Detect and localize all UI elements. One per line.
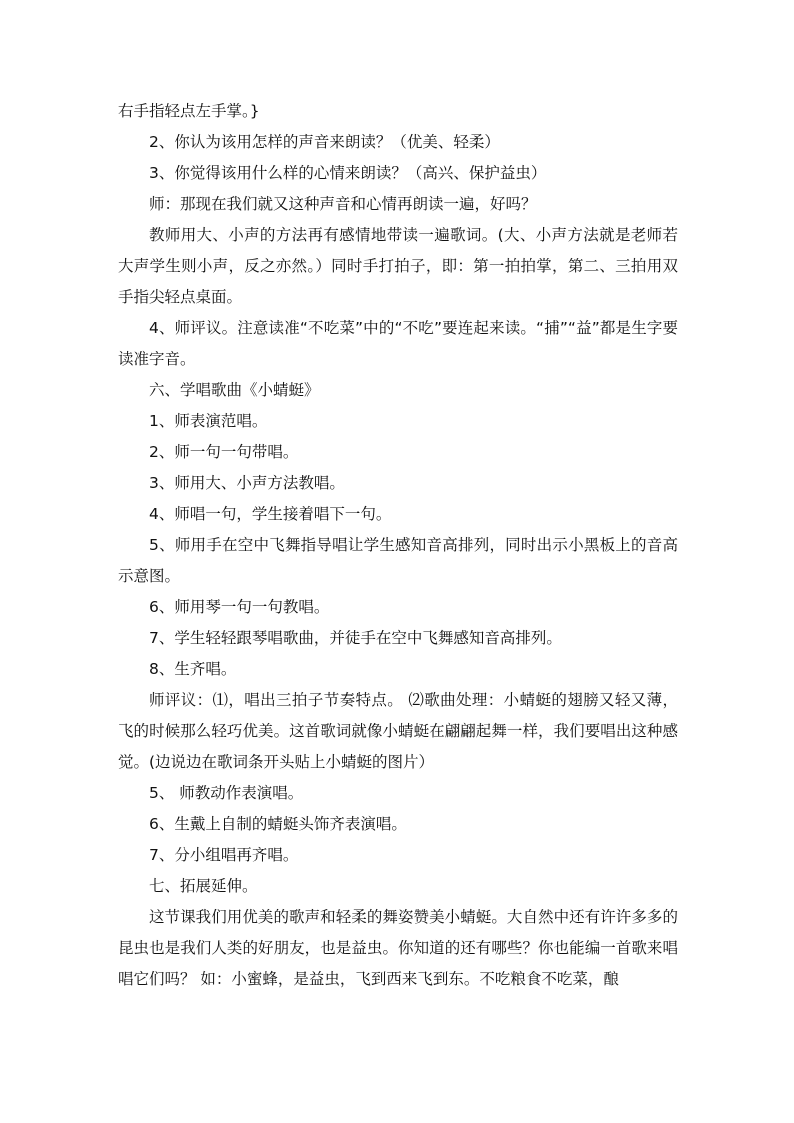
- document-body: [118, 96, 678, 995]
- paragraph-3: 3、你觉得该用什么样的心情来朗读？（高兴、保护益虫）: [149, 164, 547, 182]
- paragraph-6: 4、师评议。注意读准“不吃菜”中的“不吃”要连起来读。“捕”“益”都是生字要读准字音。: [118, 319, 678, 368]
- section-heading-6: 六、学唱歌曲《小蜻蜓》: [149, 381, 320, 399]
- paragraph-9: 2、师一句一句带唱。: [149, 443, 299, 461]
- paragraph-5: 教师用大、小声的方法再有感情地带读一遍歌词。(大、小声方法就是老师若大声学生则小声，反之亦然。）同时手打拍子，即：第一拍拍掌，第二、三拍用双手指尖轻点桌面。: [118, 226, 678, 306]
- paragraph-4: 师：那现在我们就又这种声音和心情再朗读一遍，好吗？: [149, 195, 537, 213]
- paragraph-12: 5、师用手在空中飞舞指导唱让学生感知音高排列，同时出示小黑板上的音高示意图。: [118, 536, 678, 585]
- paragraph-13: 6、师用琴一句一句教唱。: [149, 598, 330, 616]
- paragraph-15: 8、生齐唱。: [149, 660, 237, 678]
- paragraph-11: 4、师唱一句，学生接着唱下一句。: [149, 505, 392, 523]
- paragraph-17: 5、 师教动作表演唱。: [149, 784, 304, 802]
- paragraph-8: 1、师表演范唱。: [149, 412, 268, 430]
- section-heading-7: 七、拓展延伸。: [149, 877, 258, 895]
- paragraph-18: 6、生戴上自制的蜻蜓头饰齐表演唱。: [149, 815, 407, 833]
- paragraph-19: 7、分小组唱再齐唱。: [149, 846, 299, 864]
- paragraph-16: 师评议：⑴，唱出三拍子节奏特点。 ⑵歌曲处理：小蜻蜓的翅膀又轻又薄，飞的时候那么轻巧优美。这首歌词就像小蜻蜓在翩翩起舞一样，我们要唱出这种感觉。(边说边在歌词条开头贴上小蜻蜓的图片）: [118, 691, 678, 771]
- paragraph-10: 3、师用大、小声方法教唱。: [149, 474, 345, 492]
- paragraph-14: 7、学生轻轻跟琴唱歌曲，并徒手在空中飞舞感知音高排列。: [149, 629, 562, 647]
- paragraph-2: 2、你认为该用怎样的声音来朗读？（优美、轻柔）: [149, 133, 500, 151]
- paragraph-21: 这节课我们用优美的歌声和轻柔的舞姿赞美小蜻蜓。大自然中还有许许多多的昆虫也是我们人类的好朋友，也是益虫。你知道的还有哪些？你也能编一首歌来唱唱它们吗？ 如：小蜜蜂，是益虫，飞到西来飞到东。不吃粮食不吃菜，酿: [118, 908, 678, 988]
- paragraph-1: 右手指轻点左手掌。}: [118, 102, 260, 120]
